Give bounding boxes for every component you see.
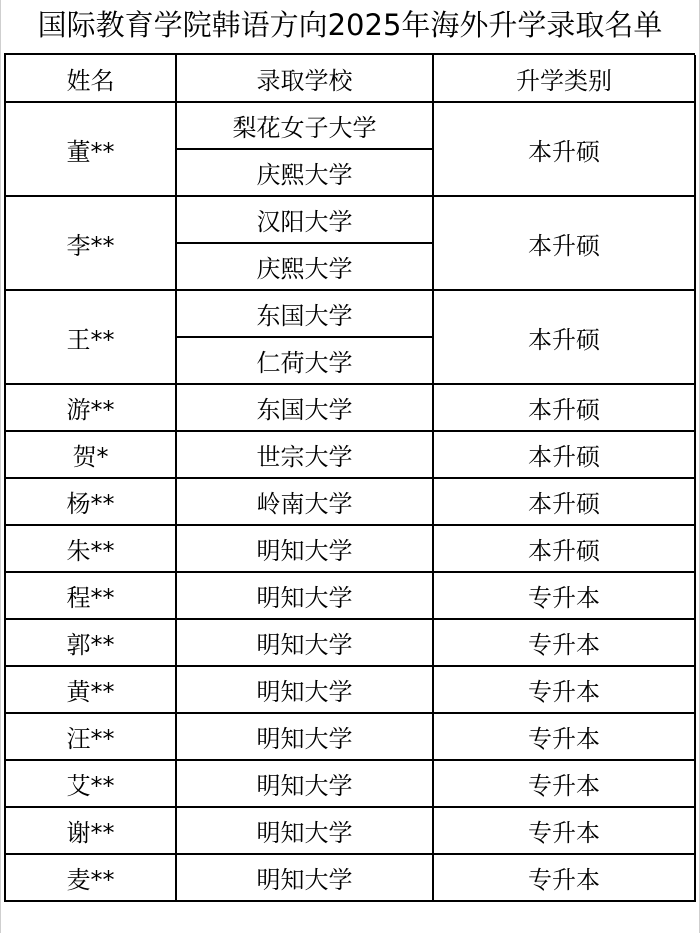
category-cell: 专升本 — [433, 572, 695, 619]
column-header-category: 升学类别 — [433, 55, 695, 102]
school-cell: 明知大学 — [176, 619, 433, 666]
column-header-name: 姓名 — [6, 55, 176, 102]
school-cell: 仁荷大学 — [176, 337, 433, 384]
school-cell: 庆熙大学 — [176, 149, 433, 196]
student-name-cell: 王** — [6, 290, 176, 384]
school-cell: 庆熙大学 — [176, 243, 433, 290]
student-name-cell: 谢** — [6, 807, 176, 854]
student-name-cell: 李** — [6, 196, 176, 290]
school-cell: 明知大学 — [176, 854, 433, 901]
student-name-cell: 黄** — [6, 666, 176, 713]
category-cell: 专升本 — [433, 713, 695, 760]
school-cell: 东国大学 — [176, 384, 433, 431]
student-name-cell: 游** — [6, 384, 176, 431]
category-cell: 本升硕 — [433, 102, 695, 196]
table-row — [6, 525, 695, 572]
category-cell: 专升本 — [433, 760, 695, 807]
student-name-cell: 汪** — [6, 713, 176, 760]
student-name-cell: 朱** — [6, 525, 176, 572]
school-cell: 明知大学 — [176, 713, 433, 760]
table-row — [6, 290, 695, 337]
student-name-cell: 艾** — [6, 760, 176, 807]
school-cell: 明知大学 — [176, 525, 433, 572]
table-row — [6, 572, 695, 619]
table-row — [6, 196, 695, 243]
school-cell: 梨花女子大学 — [176, 102, 433, 149]
student-name-cell: 董** — [6, 102, 176, 196]
table-row — [6, 478, 695, 525]
student-name-cell: 贺* — [6, 431, 176, 478]
table-row — [6, 760, 695, 807]
admission-table — [6, 55, 696, 902]
category-cell: 专升本 — [433, 666, 695, 713]
student-name-cell: 麦** — [6, 854, 176, 901]
table-row — [6, 854, 695, 901]
category-cell: 本升硕 — [433, 384, 695, 431]
table-row — [6, 666, 695, 713]
category-cell: 专升本 — [433, 854, 695, 901]
table-row — [6, 384, 695, 431]
table-body — [6, 102, 695, 901]
school-cell: 明知大学 — [176, 666, 433, 713]
table-row — [6, 431, 695, 478]
student-name-cell: 杨** — [6, 478, 176, 525]
category-cell: 本升硕 — [433, 196, 695, 290]
category-cell: 本升硕 — [433, 290, 695, 384]
school-cell: 明知大学 — [176, 760, 433, 807]
category-cell: 本升硕 — [433, 478, 695, 525]
category-cell: 专升本 — [433, 619, 695, 666]
school-cell: 世宗大学 — [176, 431, 433, 478]
school-cell: 东国大学 — [176, 290, 433, 337]
table-row — [6, 102, 695, 149]
table-row — [6, 807, 695, 854]
table-row — [6, 713, 695, 760]
table-header-row — [6, 55, 695, 102]
table-row — [6, 619, 695, 666]
school-cell: 汉阳大学 — [176, 196, 433, 243]
admission-table-frame — [4, 53, 695, 902]
student-name-cell: 程** — [6, 572, 176, 619]
school-cell: 明知大学 — [176, 807, 433, 854]
school-cell: 明知大学 — [176, 572, 433, 619]
category-cell: 本升硕 — [433, 525, 695, 572]
document-title: 国际教育学院韩语方向2025年海外升学录取名单 — [37, 8, 663, 42]
page-edge-left — [0, 0, 1, 933]
column-header-school: 录取学校 — [176, 55, 433, 102]
category-cell: 专升本 — [433, 807, 695, 854]
school-cell: 岭南大学 — [176, 478, 433, 525]
student-name-cell: 郭** — [6, 619, 176, 666]
category-cell: 本升硕 — [433, 431, 695, 478]
